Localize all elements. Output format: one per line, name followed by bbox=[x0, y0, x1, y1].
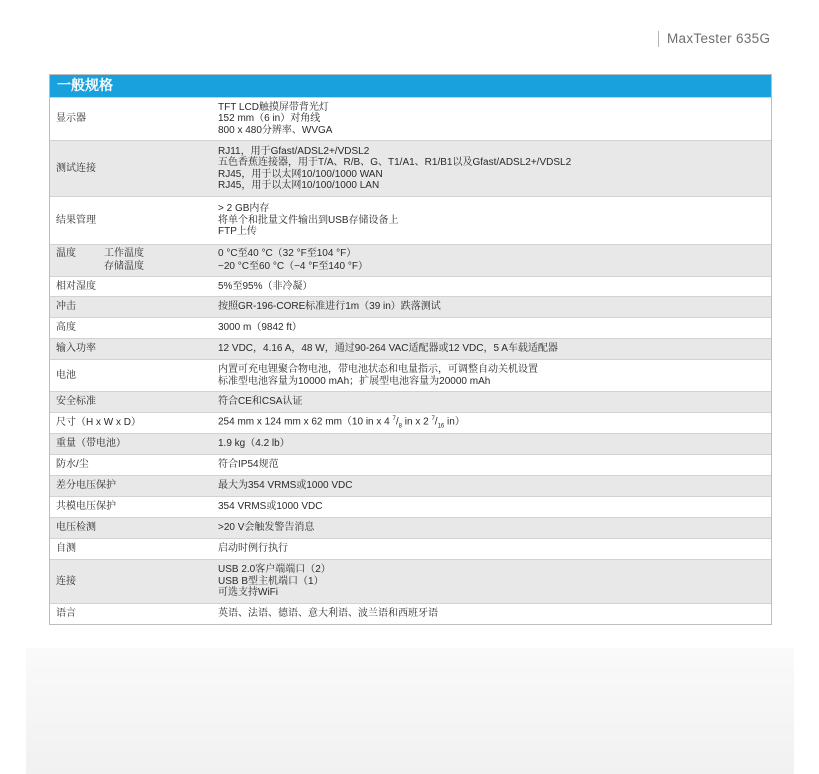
spec-value: 英语、法语、德语、意大利语、波兰语和西班牙语 bbox=[218, 608, 438, 620]
spec-value: 最大为354 VRMS或1000 VDC bbox=[218, 480, 353, 492]
spec-row-input-power bbox=[50, 338, 771, 359]
spec-label: 重量（带电池） bbox=[56, 438, 126, 450]
spec-row-differential-voltage bbox=[50, 475, 771, 496]
spec-value: 启动时例行执行 bbox=[218, 543, 288, 555]
page-footer-panel bbox=[26, 648, 794, 774]
spec-table bbox=[49, 74, 772, 625]
spec-row-shock bbox=[50, 296, 771, 317]
spec-label: 测试连接 bbox=[56, 162, 96, 174]
spec-value: >20 V会触发警告消息 bbox=[218, 522, 315, 534]
spec-row-connectivity bbox=[50, 559, 771, 603]
spec-value: > 2 GB内存 将单个和批量文件输出到USB存储设备上 FTP上传 bbox=[218, 203, 399, 238]
spec-row-safety bbox=[50, 391, 771, 412]
spec-label: 共模电压保护 bbox=[56, 501, 116, 513]
spec-row-result-management bbox=[50, 196, 771, 244]
spec-row-battery bbox=[50, 359, 771, 391]
spec-value: USB 2.0客户端端口（2） USB B型主机端口（1） 可选支持WiFi bbox=[218, 564, 331, 599]
spec-label: 相对湿度 bbox=[56, 280, 96, 292]
spec-value: 按照GR-196-CORE标准进行1m（39 in）跌落测试 bbox=[218, 301, 441, 313]
spec-label: 安全标准 bbox=[56, 396, 96, 408]
spec-label: 防水/尘 bbox=[56, 459, 89, 471]
spec-label: 输入功率 bbox=[56, 343, 96, 355]
spec-row-languages bbox=[50, 603, 771, 624]
spec-value: 1.9 kg（4.2 lb） bbox=[218, 438, 290, 450]
spec-label: 自测 bbox=[56, 543, 76, 555]
spec-label: 温度 bbox=[56, 248, 76, 259]
spec-value: 12 VDC，4.16 A，48 W，通过90-264 VAC适配器或12 VDC，5 A车载适配器 bbox=[218, 343, 558, 355]
spec-value: TFT LCD触摸屏带背光灯 152 mm（6 in）对角线 800 x 480分辨率、WVGA bbox=[218, 101, 333, 136]
spec-value: 5%至95%（非冷凝） bbox=[218, 280, 313, 292]
header-divider bbox=[658, 31, 659, 47]
spec-value: 254 mm x 124 mm x 62 mm（10 in x 4 $^7/_8$ in x 2 $^7/_{16}$ in） bbox=[218, 415, 465, 429]
spec-value: 354 VRMS或1000 VDC bbox=[218, 501, 323, 513]
spec-label: 语言 bbox=[56, 608, 76, 620]
spec-row-voltage-detection bbox=[50, 517, 771, 538]
spec-sublabel: 工作温度 bbox=[104, 248, 144, 259]
spec-value: 符合CE和CSA认证 bbox=[218, 396, 303, 408]
spec-row-common-mode-voltage bbox=[50, 496, 771, 517]
spec-label-group bbox=[50, 248, 218, 273]
spec-value: 内置可充电锂聚合物电池，带电池状态和电量指示，可调整自动关机设置 标准型电池容量为10000 mAh；扩展型电池容量为20000 mAh bbox=[218, 364, 538, 387]
spec-label: 连接 bbox=[56, 575, 76, 587]
spec-row-temperature bbox=[50, 244, 771, 276]
spec-label: 结果管理 bbox=[56, 214, 96, 226]
spec-label: 显示器 bbox=[56, 113, 86, 125]
spec-row-altitude bbox=[50, 317, 771, 338]
spec-label: 差分电压保护 bbox=[56, 480, 116, 492]
spec-sublabel: 存储温度 bbox=[104, 260, 144, 272]
spec-label: 尺寸（H x W x D） bbox=[56, 417, 141, 429]
spec-label: 电压检测 bbox=[56, 522, 96, 534]
spec-value: 符合IP54规范 bbox=[218, 459, 279, 471]
spec-row-test-connections bbox=[50, 140, 771, 196]
spec-value: RJ11，用于Gfast/ADSL2+/VDSL2 五色香蕉连接器，用于T/A、R/B、G、T1/A1、R1/B1以及Gfast/ADSL2+/VDSL2 RJ45，用于以太网10/100/1000 WAN RJ45，用于以太网10/100/1000 LAN bbox=[218, 145, 572, 191]
spec-row-weight bbox=[50, 433, 771, 454]
spec-row-display bbox=[50, 97, 771, 140]
spec-row-waterproof bbox=[50, 454, 771, 475]
spec-value: 3000 m（9842 ft） bbox=[218, 322, 302, 334]
spec-label: 高度 bbox=[56, 322, 76, 334]
spec-label: 电池 bbox=[56, 369, 76, 381]
spec-label: 冲击 bbox=[56, 301, 76, 313]
document-title: MaxTester 635G bbox=[667, 31, 771, 46]
spec-row-self-test bbox=[50, 538, 771, 559]
spec-row-humidity bbox=[50, 276, 771, 296]
spec-row-size bbox=[50, 412, 771, 433]
spec-value: 0 °C至40 °C（32 °F至104 °F） −20 °C至60 °C（−4 °F至140 °F） bbox=[218, 248, 368, 272]
section-title: 一般规格 bbox=[50, 75, 771, 97]
